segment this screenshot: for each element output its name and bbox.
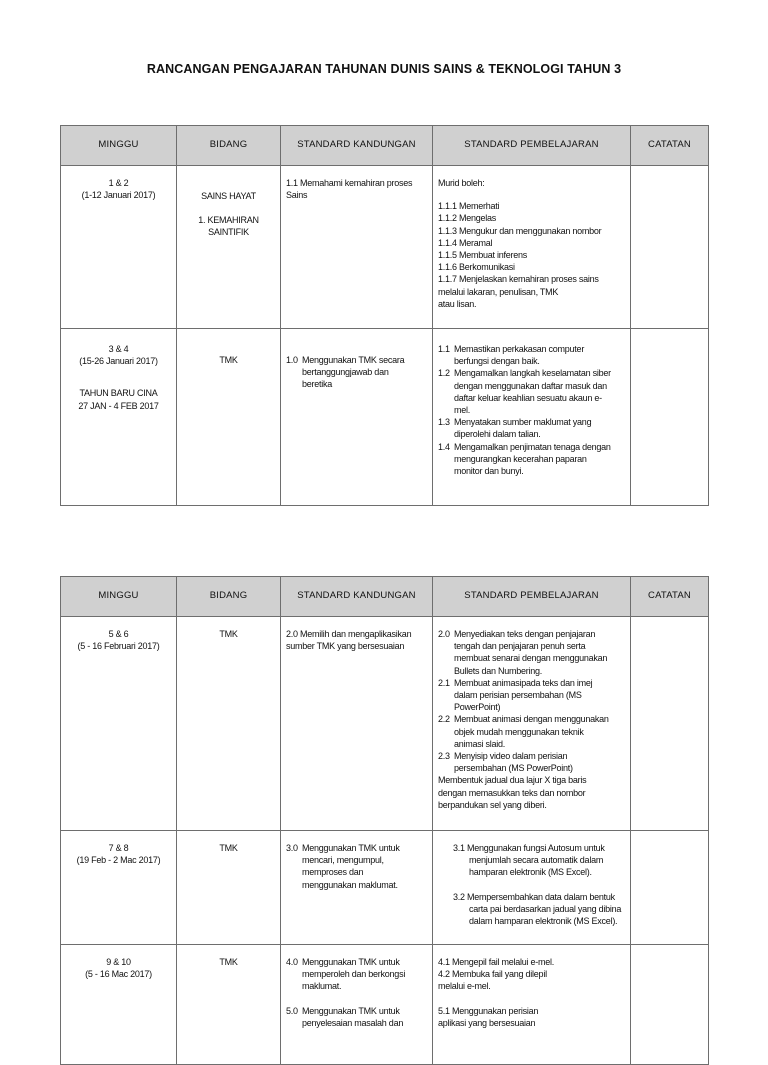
header-bidang: BIDANG: [177, 577, 281, 617]
pembelajaran-item: 3.2 Mempersembahkan data dalam bentuk: [453, 891, 615, 902]
cell-pembelajaran: [433, 831, 631, 945]
week-dates: (15-26 Januari 2017): [79, 356, 158, 367]
header-minggu: MINGGU: [61, 126, 177, 166]
pembelajaran-item: 3.1 Menggunakan fungsi Autosum untuk: [453, 843, 605, 853]
pembelajaran-item: 1.1.4 Meramal: [438, 237, 493, 248]
item-text: diperolehi dalam talian.: [454, 429, 541, 440]
kandungan-text: maklumat.: [302, 981, 342, 992]
bidang-text: TMK: [219, 957, 238, 967]
kandungan-text: Menggunakan TMK untuk: [302, 1005, 400, 1016]
pembelajaran-note: berpandukan sel yang diberi.: [438, 799, 547, 810]
pembelajaran-item: melalui e-mel.: [438, 981, 491, 992]
pembelajaran-item: [438, 416, 625, 440]
cell-pembelajaran: [433, 617, 631, 831]
cell-catatan: [631, 831, 709, 945]
bidang-text: SAINS HAYAT: [201, 191, 256, 201]
item-text: PowerPoint): [454, 702, 501, 713]
pembelajaran-item: [438, 750, 625, 774]
pembelajaran-item: carta pai berdasarkan jadual yang dibina: [469, 903, 622, 914]
cell-catatan: [631, 617, 709, 831]
pembelajaran-item: [438, 343, 625, 367]
item-number: 1.4: [438, 441, 450, 452]
table-header-row: [61, 126, 709, 166]
week-dates: (5 - 16 Mac 2017): [85, 969, 152, 980]
item-text: daftar keluar keahlian sesuatu akaun e-: [454, 392, 602, 403]
pembelajaran-item: aplikasi yang bersesuaian: [438, 1017, 536, 1028]
cell-catatan: [631, 329, 709, 506]
cell-catatan: [631, 166, 709, 329]
pembelajaran-item: melalui lakaran, penulisan, TMK: [438, 286, 559, 297]
cell-pembelajaran: [433, 945, 631, 1065]
item-number: 1.3: [438, 417, 450, 428]
bidang-text: TMK: [219, 629, 238, 639]
pembelajaran-item: 4.2 Membuka fail yang dilepil: [438, 969, 547, 980]
cell-minggu: [61, 617, 177, 831]
pembelajaran-intro: Murid boleh:: [438, 178, 485, 188]
pembelajaran-item: 1.1.6 Berkomunikasi: [438, 262, 515, 273]
item-number: 2.0: [438, 629, 450, 639]
item-text: Bullets dan Numbering.: [454, 665, 543, 676]
pembelajaran-note: Membentuk jadual dua lajur X tiga baris: [438, 775, 587, 786]
table-row: [61, 945, 709, 1065]
bidang-text: TMK: [219, 843, 238, 853]
cell-catatan: [631, 945, 709, 1065]
pembelajaran-item: 1.1.5 Membuat inferens: [438, 250, 528, 261]
item-number: 2.2: [438, 714, 450, 725]
item-number: 1.1: [438, 344, 450, 354]
pembelajaran-item: menjumlah secara automatik dalam: [469, 855, 604, 866]
table-row: [61, 329, 709, 506]
kandungan-text: penyelesaian masalah dan: [302, 1017, 404, 1028]
kandungan-text: Menggunakan TMK untuk: [302, 843, 400, 853]
item-text: Mengamalkan langkah keselamatan siber: [454, 368, 611, 379]
item-text: Menyediakan teks dengan penjajaran: [454, 629, 596, 639]
week-range: 1 & 2: [108, 178, 129, 188]
header-minggu: MINGGU: [61, 577, 177, 617]
pembelajaran-item: 1.1.7 Menjelaskan kemahiran proses sains: [438, 274, 599, 285]
pembelajaran-note: dengan memasukkan teks dan nombor: [438, 787, 586, 798]
kandungan-numbered: [286, 842, 427, 891]
kandungan-numbered: [286, 956, 427, 993]
header-standard-pembelajaran: STANDARD PEMBELAJARAN: [433, 126, 631, 166]
kandungan-text: sumber TMK yang bersesuaian: [286, 641, 405, 652]
cell-bidang: [177, 831, 281, 945]
plan-table-1: [60, 125, 709, 506]
week-dates: (1-12 Januari 2017): [81, 190, 156, 201]
table-row: [61, 617, 709, 831]
pembelajaran-item: 1.1.1 Memerhati: [438, 201, 500, 212]
week-range: 5 & 6: [108, 629, 129, 639]
plan-table-2: [60, 576, 709, 1065]
kandungan-text: Menggunakan TMK secara: [302, 355, 405, 365]
kandungan-numbered: [286, 1005, 427, 1029]
item-number: 4.0: [286, 957, 298, 967]
item-number: 2.1: [438, 677, 450, 688]
item-text: Membuat animasipada teks dan imej: [454, 677, 593, 688]
cell-minggu: [61, 945, 177, 1065]
pembelajaran-item: [438, 677, 625, 714]
item-text: persembahan (MS PowerPoint): [454, 763, 573, 774]
item-number: 3.0: [286, 843, 298, 853]
bidang-text: 1. KEMAHIRAN: [198, 215, 259, 226]
item-number: 2.3: [438, 751, 450, 762]
week-dates: (5 - 16 Februari 2017): [77, 641, 160, 652]
cell-kandungan: [281, 166, 433, 329]
pembelajaran-item: atau lisan.: [438, 298, 477, 309]
item-text: Mengamalkan penjimatan tenaga dengan: [454, 441, 611, 452]
item-text: mengurangkan kecerahan paparan: [454, 453, 587, 464]
kandungan-text: bertanggungjawab dan: [302, 367, 389, 378]
cell-bidang: [177, 945, 281, 1065]
header-standard-kandungan: STANDARD KANDUNGAN: [281, 126, 433, 166]
cell-bidang: [177, 166, 281, 329]
pembelajaran-item: dalam hamparan elektronik (MS Excel).: [469, 916, 618, 927]
kandungan-text: Sains: [286, 190, 308, 201]
kandungan-text: mencari, mengumpul,: [302, 855, 384, 866]
kandungan-text: beretika: [302, 379, 333, 390]
item-text: dalam perisian persembahan (MS: [454, 690, 582, 701]
bidang-text: TMK: [219, 355, 238, 365]
item-text: Menyatakan sumber maklumat yang: [454, 417, 592, 428]
header-catatan: CATATAN: [631, 577, 709, 617]
item-text: Membuat animasi dengan menggunakan: [454, 714, 609, 725]
item-number: 1.2: [438, 368, 450, 379]
week-dates: (19 Feb - 2 Mac 2017): [76, 855, 161, 866]
item-text: Memastikan perkakasan computer: [454, 344, 585, 354]
pembelajaran-item: 4.1 Mengepil fail melalui e-mel.: [438, 957, 555, 967]
table-row: [61, 831, 709, 945]
cell-bidang: [177, 329, 281, 506]
holiday-name: TAHUN BARU CINA: [79, 388, 158, 399]
item-text: berfungsi dengan baik.: [454, 356, 540, 367]
pembelajaran-item: [438, 713, 625, 750]
item-number: 1.0: [286, 355, 298, 365]
pembelajaran-item: 1.1.3 Mengukur dan menggunakan nombor: [438, 225, 602, 236]
kandungan-numbered: [286, 354, 427, 391]
header-catatan: CATATAN: [631, 126, 709, 166]
pembelajaran-item: [438, 628, 625, 677]
cell-kandungan: [281, 945, 433, 1065]
cell-pembelajaran: [433, 329, 631, 506]
week-range: 9 & 10: [106, 957, 131, 967]
cell-minggu: [61, 329, 177, 506]
item-text: monitor dan bunyi.: [454, 466, 524, 477]
bidang-text: SAINTIFIK: [208, 227, 249, 238]
pembelajaran-item: hamparan elektronik (MS Excel).: [469, 867, 592, 878]
item-text: tengah dan penjajaran penuh serta: [454, 641, 586, 652]
item-text: mel.: [454, 405, 471, 416]
kandungan-text: memperoleh dan berkongsi: [302, 969, 406, 980]
week-range: 3 & 4: [108, 344, 129, 354]
item-text: objek mudah menggunakan teknik: [454, 726, 584, 737]
kandungan-text: Menggunakan TMK untuk: [302, 957, 400, 967]
week-range: 7 & 8: [108, 843, 129, 853]
table-row: [61, 166, 709, 329]
header-standard-kandungan: STANDARD KANDUNGAN: [281, 577, 433, 617]
cell-kandungan: [281, 831, 433, 945]
kandungan-text: memproses dan: [302, 867, 364, 878]
kandungan-text: 1.1 Memahami kemahiran proses: [286, 178, 413, 188]
cell-kandungan: [281, 329, 433, 506]
header-bidang: BIDANG: [177, 126, 281, 166]
pembelajaran-item: 1.1.2 Mengelas: [438, 213, 497, 224]
holiday-dates: 27 JAN - 4 FEB 2017: [78, 400, 159, 411]
kandungan-text: menggunakan maklumat.: [302, 879, 398, 890]
cell-minggu: [61, 166, 177, 329]
pembelajaran-item: [438, 441, 625, 478]
cell-kandungan: [281, 617, 433, 831]
cell-minggu: [61, 831, 177, 945]
item-text: animasi slaid.: [454, 738, 506, 749]
item-text: Menyisip video dalam perisian: [454, 751, 568, 762]
pembelajaran-item: 5.1 Menggunakan perisian: [438, 1005, 539, 1016]
cell-pembelajaran: [433, 166, 631, 329]
cell-bidang: [177, 617, 281, 831]
kandungan-text: 2.0 Memilih dan mengaplikasikan: [286, 629, 412, 639]
table-header-row: [61, 577, 709, 617]
item-text: dengan menggunakan daftar masuk dan: [454, 380, 607, 391]
item-text: membuat senarai dengan menggunakan: [454, 653, 608, 664]
item-number: 5.0: [286, 1005, 298, 1016]
header-standard-pembelajaran: STANDARD PEMBELAJARAN: [433, 577, 631, 617]
page-title: RANCANGAN PENGAJARAN TAHUNAN DUNIS SAINS & TEKNOLOGI TAHUN 3: [146, 62, 622, 76]
pembelajaran-item: [438, 367, 625, 416]
